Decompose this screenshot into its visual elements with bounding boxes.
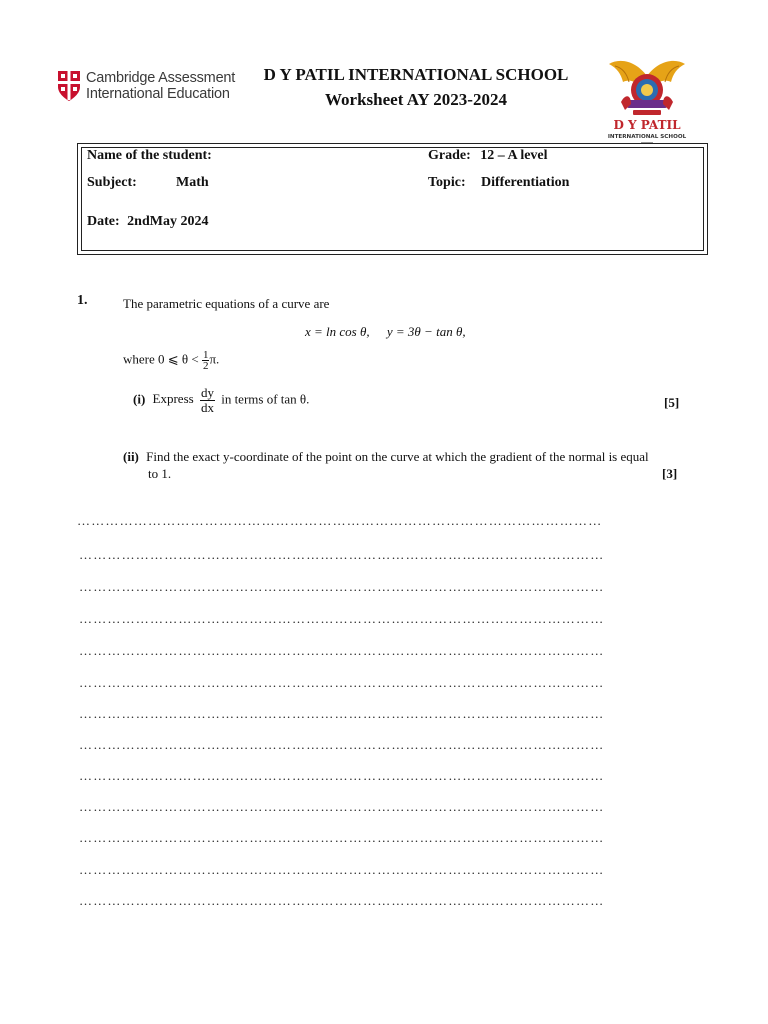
part-ii (123, 449, 649, 465)
subject-label: Subject: (87, 175, 137, 190)
dy-dx-num: dy (200, 385, 214, 400)
topic-label: Topic: (428, 175, 466, 190)
equation-x: x = ln cos θ, (305, 324, 370, 339)
date-field (87, 214, 208, 230)
domain-fraction-den: 2 (202, 360, 209, 372)
cambridge-shield-icon (57, 70, 81, 102)
grade-value: 12 – A level (480, 148, 548, 163)
cambridge-logo (57, 70, 235, 102)
answer-line[interactable]: ………………………………………………………………………………………………… (79, 862, 605, 876)
topic-field (428, 175, 569, 191)
part-i-marks: [5] (664, 395, 680, 410)
question-intro: The parametric equations of a curve are (123, 296, 330, 311)
answer-line[interactable]: ………………………………………………………………………………………………… (79, 799, 605, 813)
part-i-pre: Express (152, 391, 194, 407)
answer-line[interactable]: ………………………………………………………………………………………………… (79, 830, 605, 844)
grade-field (428, 148, 548, 164)
dy-dx-fraction (200, 386, 215, 415)
date-label: Date: (87, 214, 120, 229)
domain-fraction-num: 1 (202, 349, 209, 361)
answer-line[interactable]: ………………………………………………………………………………………………… (79, 579, 605, 593)
logo-text-1: D Y PATIL (613, 118, 681, 132)
cambridge-line-2: International Education (86, 86, 230, 102)
answer-line[interactable]: ………………………………………………………………………………………………… (79, 893, 605, 907)
logo-text-2: INTERNATIONAL SCHOOL (607, 134, 687, 140)
school-title-block (244, 64, 588, 111)
answer-line[interactable]: ………………………………………………………………………………………………… (79, 643, 605, 657)
equation-y: y = 3θ − tan θ, (386, 324, 466, 339)
subject-value: Math (176, 175, 209, 190)
answer-line[interactable]: ………………………………………………………………………………………………… (79, 768, 605, 782)
dy-dx-den: dx (200, 400, 214, 415)
school-name: D Y PATIL INTERNATIONAL SCHOOL (263, 65, 569, 84)
grade-label: Grade: (428, 148, 471, 163)
student-name-label: Name of the student: (87, 148, 212, 163)
answer-line[interactable]: ………………………………………………………………………………………………… (77, 513, 603, 527)
cambridge-line-1: Cambridge Assessment (86, 70, 236, 86)
part-i (133, 386, 309, 415)
answer-line[interactable]: ………………………………………………………………………………………………… (79, 547, 605, 561)
answer-line[interactable]: ………………………………………………………………………………………………… (79, 706, 605, 720)
parametric-equations (305, 324, 466, 340)
date-value: 2ndMay 2024 (127, 214, 209, 229)
domain-suffix: π. (209, 351, 220, 367)
answer-line[interactable]: ………………………………………………………………………………………………… (79, 675, 605, 689)
question-number: 1. (77, 293, 88, 308)
subject-field (87, 175, 209, 191)
part-ii-line-1: Find the exact y-coordinate of the point on the curve at which the gradient of the normal is equal (146, 449, 649, 464)
part-ii-marks: [3] (662, 466, 678, 481)
topic-value: Differentiation (481, 175, 570, 190)
part-i-post: in terms of tan θ. (221, 391, 310, 407)
worksheet-title: Worksheet AY 2023-2024 (325, 90, 507, 109)
part-i-label: (i) (133, 391, 146, 407)
domain-condition (123, 350, 219, 371)
answer-line[interactable]: ………………………………………………………………………………………………… (79, 611, 605, 625)
dy-patil-crest-logo (607, 54, 687, 150)
part-ii-line-2: to 1. (148, 466, 172, 481)
domain-prefix: where 0 ⩽ θ < (123, 351, 199, 367)
part-ii-label: (ii) (123, 449, 139, 464)
answer-line[interactable]: ………………………………………………………………………………………………… (79, 737, 605, 751)
